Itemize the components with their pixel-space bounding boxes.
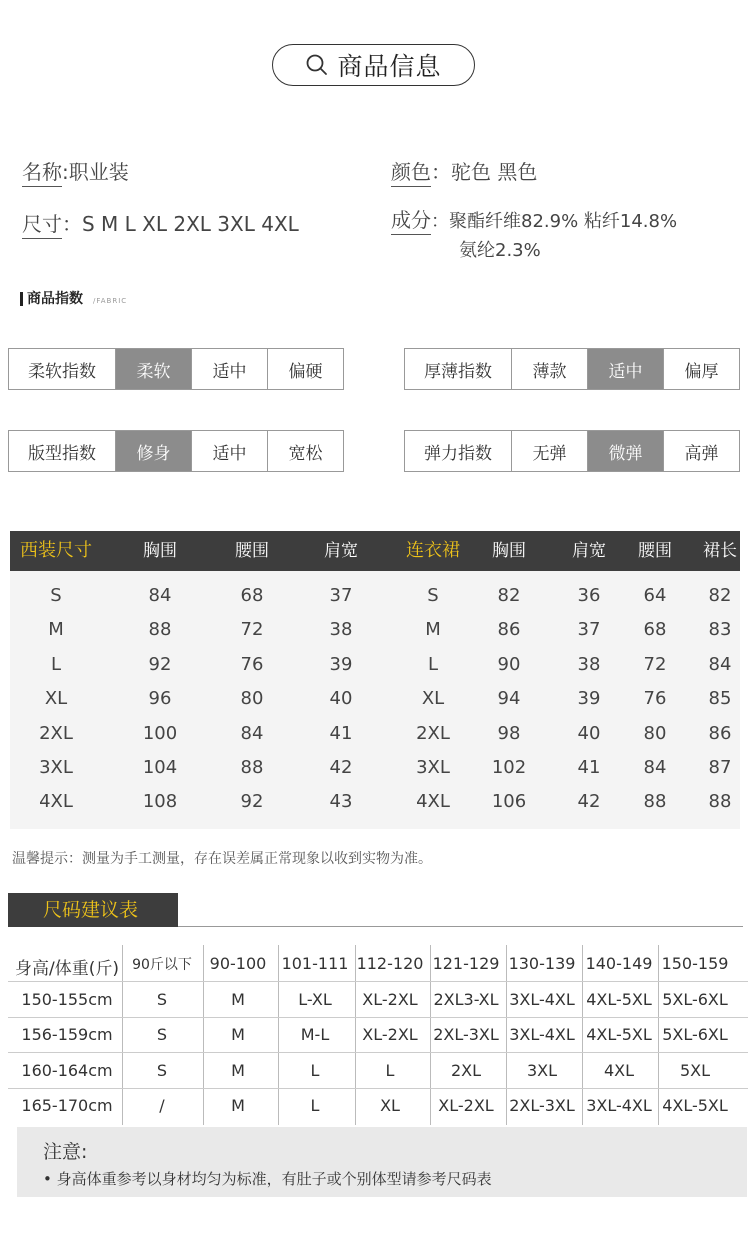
size-table-cell: 82 xyxy=(497,585,521,606)
index-option-fit-2: 宽松 xyxy=(267,431,343,471)
recommend-header-cell: 90-100 xyxy=(209,954,267,973)
size-header-cell: 胸围 xyxy=(492,541,526,561)
note-title: 注意: xyxy=(43,1141,88,1163)
grid-line xyxy=(8,981,748,982)
size-table-cell: XL xyxy=(44,688,68,710)
size-table-cell: S xyxy=(50,585,62,606)
size-table-cell: 108 xyxy=(142,791,178,813)
size-table-cell: 72 xyxy=(240,619,264,641)
recommend-table-cell: XL-2XL xyxy=(438,1096,494,1115)
recommend-table-cell: 3XL-4XL xyxy=(586,1096,652,1115)
size-value: ：S M L XL 2XL 3XL 4XL xyxy=(62,212,299,236)
recommend-table-cell: 5XL xyxy=(679,1060,711,1080)
index-option-elasticity-2: 高弹 xyxy=(663,431,739,471)
size-table-cell: 104 xyxy=(142,757,178,778)
material-value-1: ：聚酯纤维82.9% 粘纤14.8% xyxy=(431,211,678,232)
recommend-table-cell: L-XL xyxy=(298,989,332,1009)
size-table-cell: L xyxy=(427,653,439,675)
recommend-header-cell: 150-159 xyxy=(661,954,729,973)
index-option-fit-0: 修身 xyxy=(115,431,191,471)
recommend-title: 尺码建议表 xyxy=(8,893,178,927)
size-table-cell: 40 xyxy=(577,722,601,744)
size-table-cell: 41 xyxy=(577,757,601,778)
grid-line xyxy=(430,945,431,1125)
recommend-table-cell: 4XL-5XL xyxy=(662,1096,728,1115)
info-color xyxy=(391,156,537,185)
header-title: 商品信息 xyxy=(337,52,442,81)
index-elasticity xyxy=(404,430,740,472)
recommend-header-cell: 112-120 xyxy=(356,954,424,973)
recommend-table-cell: 2XL xyxy=(450,1060,482,1080)
size-table-cell: 38 xyxy=(329,619,353,641)
size-table-cell: 38 xyxy=(577,653,601,675)
recommend-table-cell: XL-2XL xyxy=(362,989,418,1009)
index-label-fit: 版型指数 xyxy=(28,443,96,464)
size-table-cell: 3XL xyxy=(416,757,450,778)
size-table-cell: 76 xyxy=(240,653,264,675)
size-table-header xyxy=(10,531,740,571)
recommend-table-cell: 5XL-6XL xyxy=(662,1025,728,1044)
recommend-table-cell: M xyxy=(231,989,245,1009)
size-table-cell: 86 xyxy=(708,722,732,744)
size-table-cell: 96 xyxy=(148,688,172,710)
size-header-cell: 肩宽 xyxy=(324,541,358,561)
index-option-softness-1: 适中 xyxy=(191,349,267,389)
recommend-table-cell: 4XL xyxy=(603,1060,635,1080)
size-table-cell: 39 xyxy=(329,653,353,675)
size-table-cell: L xyxy=(50,653,62,675)
grid-line xyxy=(506,945,507,1125)
grid-line xyxy=(122,945,123,1125)
index-label-thickness: 厚薄指数 xyxy=(424,361,492,382)
size-table-cell: 39 xyxy=(577,688,601,710)
index-option-thickness-1: 适中 xyxy=(587,349,663,389)
size-table-cell: 3XL xyxy=(39,757,73,778)
recommend-table-cell: M xyxy=(231,1060,245,1080)
size-table-cell: 72 xyxy=(643,653,667,675)
size-table-cell: 84 xyxy=(708,653,732,675)
color-value: ：驼色 黑色 xyxy=(431,160,538,184)
recommend-table-cell: M xyxy=(231,1025,245,1044)
index-fit xyxy=(8,430,344,472)
recommend-table-cell: L xyxy=(385,1060,395,1080)
size-table-cell: 36 xyxy=(577,585,601,606)
recommend-table-cell: 2XL3-XL xyxy=(433,989,499,1009)
recommend-header-cell: 身高/体重(斤) xyxy=(15,959,119,979)
size-table-cell: 86 xyxy=(497,619,521,641)
recommend-table-cell: 3XL-4XL xyxy=(509,1025,575,1044)
recommend-table-cell: L xyxy=(310,1060,320,1080)
size-table-cell: XL xyxy=(421,688,445,710)
recommend-table-cell: L xyxy=(310,1096,320,1115)
header-pill xyxy=(272,44,475,86)
section-subtitle: /FABRIC xyxy=(93,297,128,305)
recommend-table-cell: S xyxy=(156,989,168,1009)
recommend-header-cell: 130-139 xyxy=(508,954,576,973)
size-table-cell: 68 xyxy=(240,585,264,606)
size-table-cell: 80 xyxy=(240,688,264,710)
info-name xyxy=(22,156,129,185)
size-table-cell: 88 xyxy=(708,791,732,813)
size-key: 尺寸 xyxy=(22,212,62,239)
section-bar xyxy=(20,292,23,306)
size-table-cell: 84 xyxy=(643,757,667,778)
size-table-cell: 92 xyxy=(148,653,172,675)
recommend-table-cell: / xyxy=(159,1096,165,1115)
index-label-elasticity: 弹力指数 xyxy=(424,443,492,464)
size-table-cell: 64 xyxy=(643,585,667,606)
size-table-cell: 84 xyxy=(148,585,172,606)
index-option-elasticity-1: 微弹 xyxy=(587,431,663,471)
size-table-cell: 37 xyxy=(577,619,601,641)
size-table-cell: M xyxy=(425,619,441,641)
recommend-table-cell: 150-155cm xyxy=(21,989,113,1009)
recommend-table-cell: 156-159cm xyxy=(21,1025,113,1044)
size-table-cell: S xyxy=(427,585,439,606)
recommend-header-cell: 101-111 xyxy=(281,954,349,973)
size-table-cell: 84 xyxy=(240,722,264,744)
size-table-cell: M xyxy=(48,619,64,641)
size-header-cell: 西装尺寸 xyxy=(20,540,92,561)
recommend-table-cell: 3XL-4XL xyxy=(509,989,575,1009)
size-table-cell: 87 xyxy=(708,757,732,778)
size-table-cell: 2XL xyxy=(39,722,73,744)
index-thickness xyxy=(404,348,740,390)
recommend-table-cell: 160-164cm xyxy=(21,1060,113,1080)
recommend-header-cell: 140-149 xyxy=(585,954,653,973)
size-table-cell: 80 xyxy=(643,722,667,744)
size-table-cell: 76 xyxy=(643,688,667,710)
index-option-softness-2: 偏硬 xyxy=(267,349,343,389)
note-text: • 身高体重参考以身材均匀为标准，有肚子或个别体型请参考尺码表 xyxy=(43,1170,492,1188)
recommend-table-cell: 3XL xyxy=(526,1060,558,1080)
measure-tip: 温馨提示：测量为手工测量，存在误差属正常现象以收到实物为准。 xyxy=(12,851,432,867)
index-option-elasticity-0: 无弹 xyxy=(511,431,587,471)
size-header-cell: 胸围 xyxy=(143,541,177,561)
size-header-cell: 腰围 xyxy=(638,541,672,561)
size-table-cell: 83 xyxy=(708,619,732,641)
index-softness xyxy=(8,348,344,390)
recommend-divider xyxy=(178,926,743,927)
size-table-cell: 42 xyxy=(577,791,601,813)
size-header-cell: 腰围 xyxy=(235,541,269,561)
size-table-cell: 82 xyxy=(708,585,732,606)
size-table-cell: 106 xyxy=(491,791,527,813)
size-table-cell: 88 xyxy=(643,791,667,813)
recommend-header-cell: 90斤以下 xyxy=(132,957,192,973)
section-label xyxy=(20,288,127,308)
size-header-cell: 连衣裙 xyxy=(406,540,460,561)
index-option-thickness-0: 薄款 xyxy=(511,349,587,389)
index-option-fit-1: 适中 xyxy=(191,431,267,471)
size-table-cell: 40 xyxy=(329,688,353,710)
name-key: 名称 xyxy=(22,160,62,187)
size-table-cell: 68 xyxy=(643,619,667,641)
recommend-table-cell: 5XL-6XL xyxy=(662,989,728,1009)
size-table-cell: 37 xyxy=(329,585,353,606)
recommend-table-cell: 4XL-5XL xyxy=(586,1025,652,1044)
recommend-table-cell: 165-170cm xyxy=(21,1096,113,1115)
info-size xyxy=(22,208,299,237)
index-option-thickness-2: 偏厚 xyxy=(663,349,739,389)
recommend-table-cell: XL xyxy=(380,1096,400,1115)
size-table-cell: 100 xyxy=(142,722,178,744)
grid-line xyxy=(8,1017,748,1018)
grid-line xyxy=(203,945,204,1125)
size-header-cell: 裙长 xyxy=(703,541,737,561)
material-value-2: 氨纶2.3% xyxy=(459,240,541,261)
size-table-cell: 88 xyxy=(240,757,264,778)
size-table-cell: 85 xyxy=(708,688,732,710)
info-material xyxy=(391,204,677,233)
size-table-cell: 102 xyxy=(491,757,527,778)
recommend-table-cell: S xyxy=(156,1025,168,1044)
size-table-cell: 98 xyxy=(497,722,521,744)
recommend-table-cell: M-L xyxy=(300,1025,330,1044)
search-icon xyxy=(305,53,329,77)
size-table-cell: 90 xyxy=(497,653,521,675)
recommend-table-cell: 2XL-3XL xyxy=(509,1096,575,1115)
name-value: :职业装 xyxy=(62,160,129,184)
size-table-cell: 4XL xyxy=(416,791,450,813)
grid-line xyxy=(582,945,583,1125)
recommend-table-cell: 4XL-5XL xyxy=(586,989,652,1009)
recommend-header-cell: 121-129 xyxy=(432,954,500,973)
size-table-cell: 94 xyxy=(497,688,521,710)
size-table-cell: 92 xyxy=(240,791,264,813)
size-table-cell: 4XL xyxy=(39,791,73,813)
recommend-table-cell: 2XL-3XL xyxy=(433,1025,499,1044)
size-table-cell: 2XL xyxy=(416,722,450,744)
size-table-cell: 42 xyxy=(329,757,353,778)
size-table-cell: 88 xyxy=(148,619,172,641)
recommend-table-cell: M xyxy=(231,1096,245,1115)
grid-line xyxy=(8,1052,748,1053)
grid-line xyxy=(658,945,659,1125)
recommend-table-cell: S xyxy=(156,1060,168,1080)
material-key: 成分 xyxy=(391,208,431,235)
recommend-table-cell: XL-2XL xyxy=(362,1025,418,1044)
index-option-softness-0: 柔软 xyxy=(115,349,191,389)
size-header-cell: 肩宽 xyxy=(572,541,606,561)
grid-line xyxy=(278,945,279,1125)
note-box xyxy=(17,1127,747,1197)
index-label-softness: 柔软指数 xyxy=(28,361,96,382)
section-title: 商品指数 xyxy=(20,288,83,308)
grid-line xyxy=(8,1088,748,1089)
size-table-cell: 41 xyxy=(329,722,353,744)
color-key: 颜色 xyxy=(391,160,431,187)
size-table-body xyxy=(10,571,740,829)
size-table-cell: 43 xyxy=(329,791,353,813)
